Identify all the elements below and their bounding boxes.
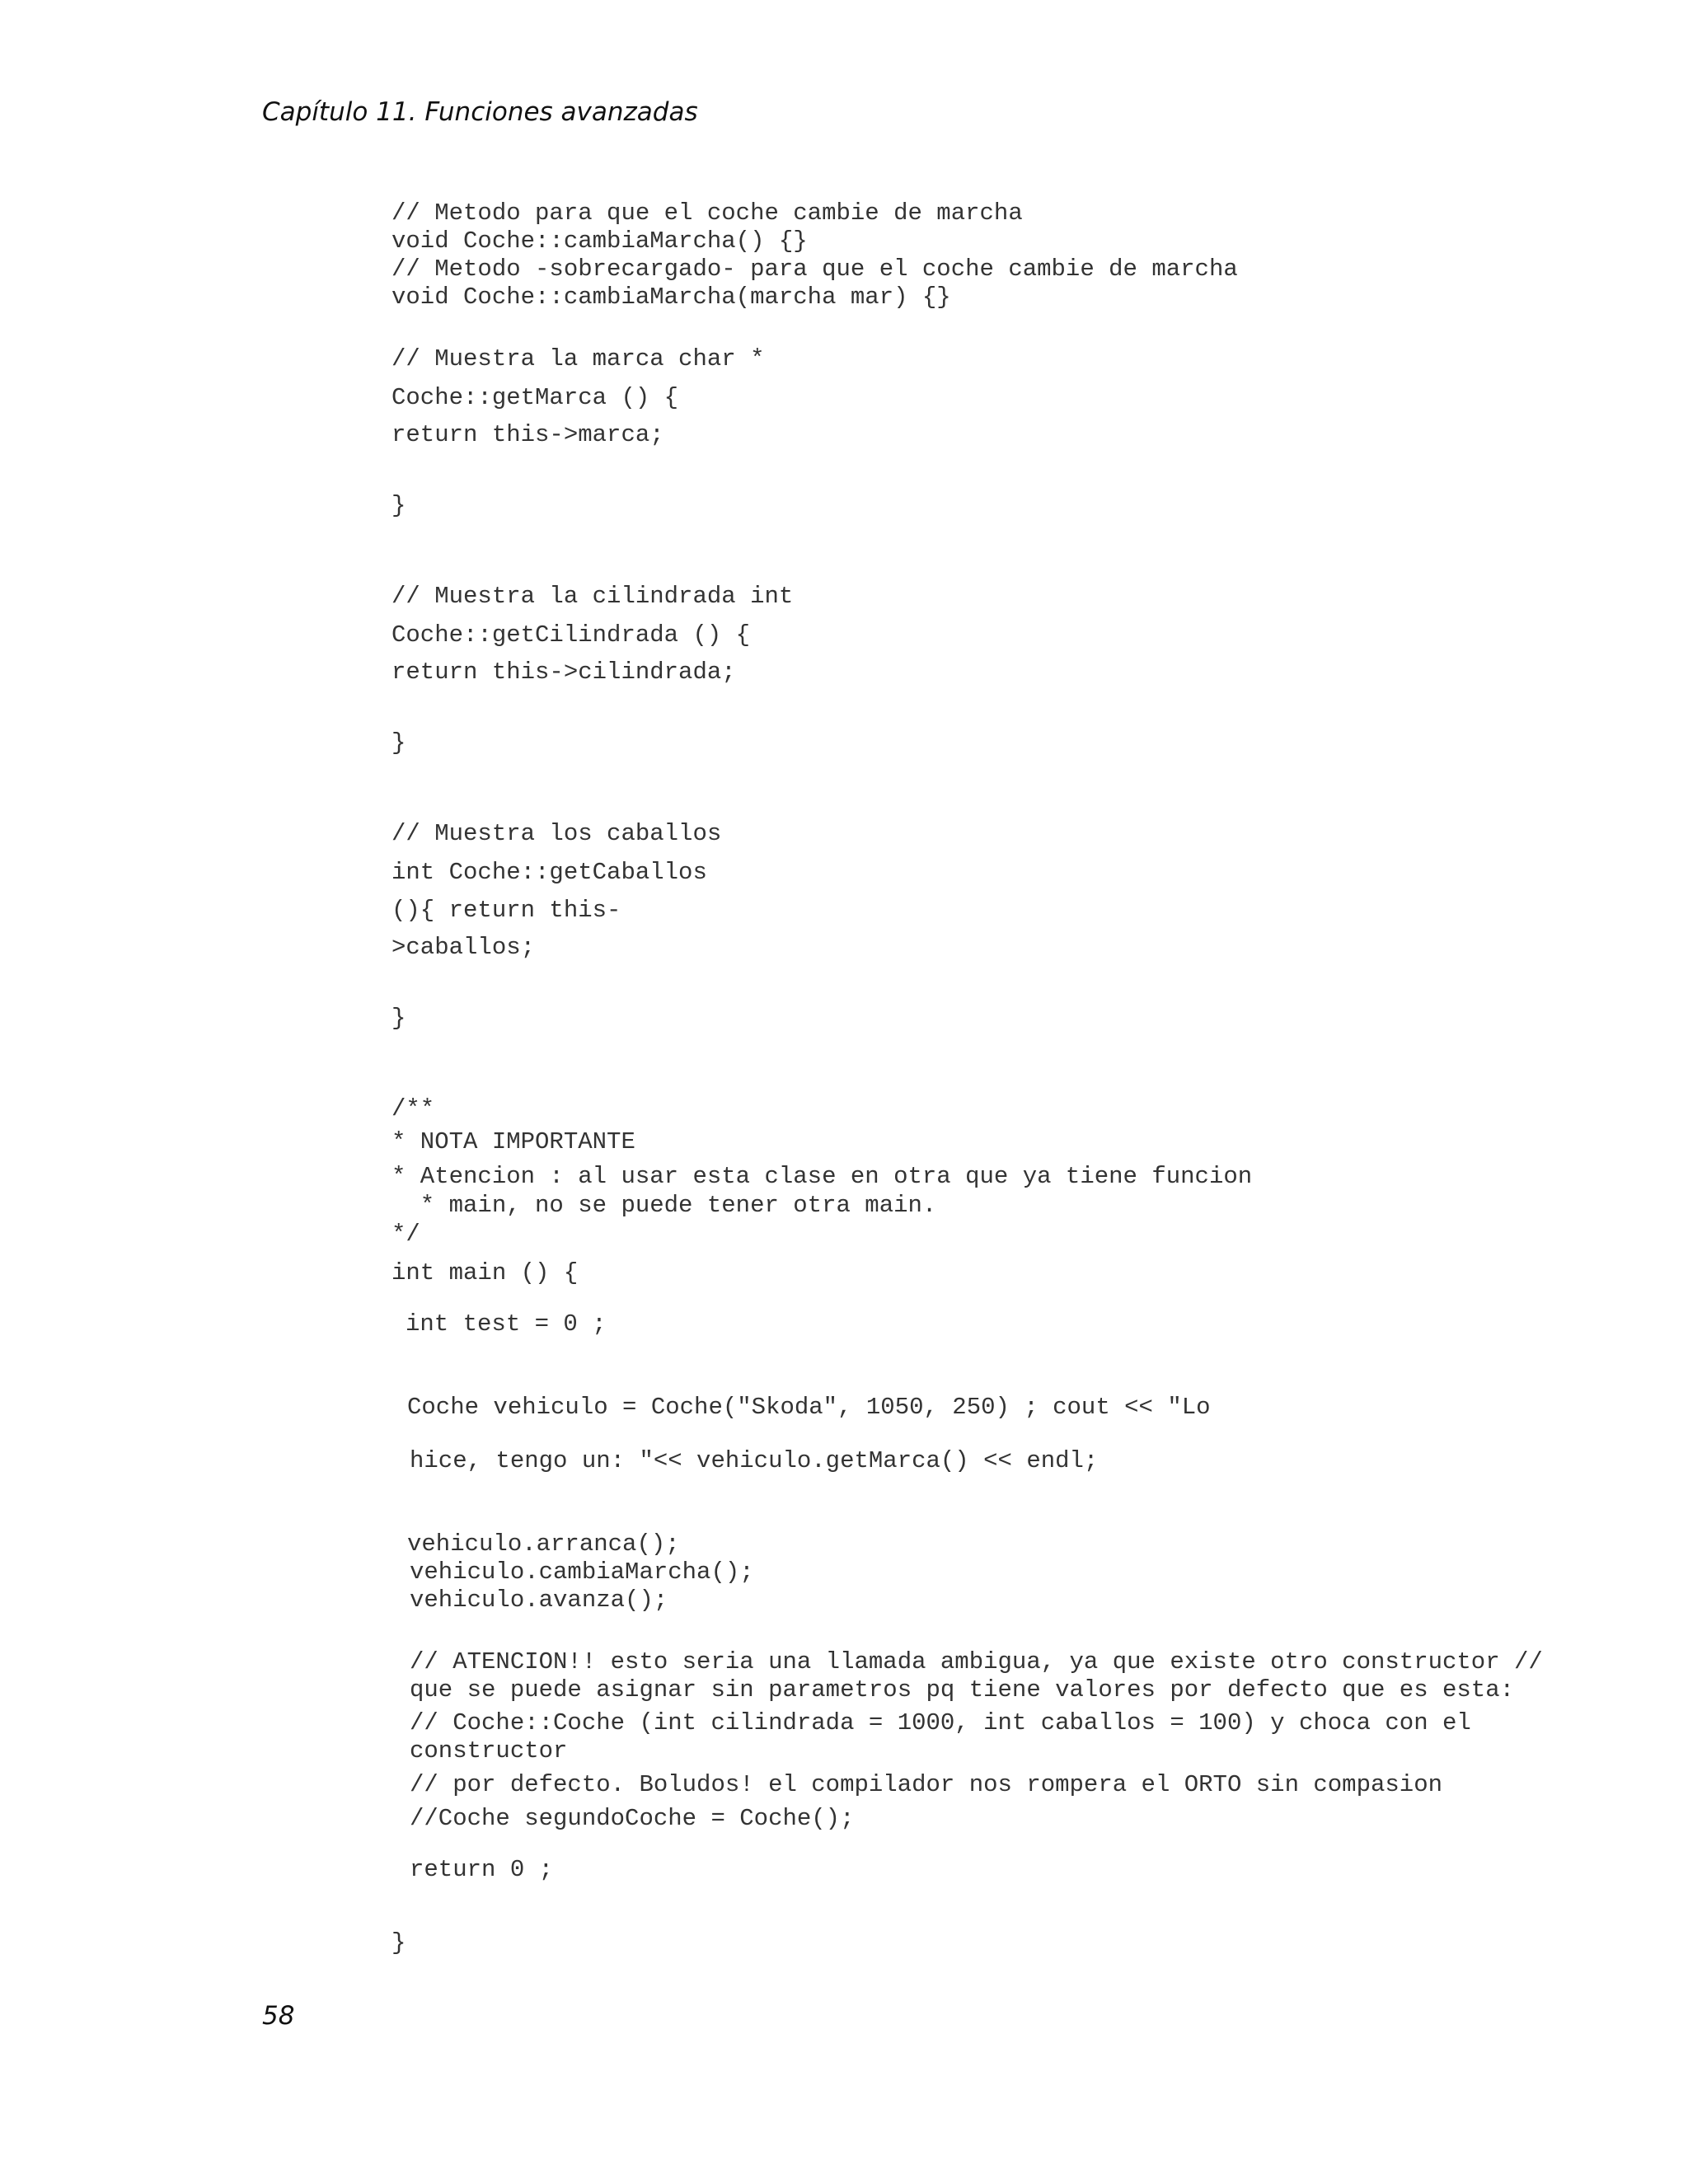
- code-line: * NOTA IMPORTANTE: [392, 1128, 635, 1155]
- code-line: void Coche::cambiaMarcha(marcha mar) {}: [392, 284, 951, 311]
- code-line: }: [392, 1929, 406, 1957]
- code-line: return this->cilindrada;: [392, 658, 736, 686]
- code-line: // Coche::Coche (int cilindrada = 1000, int caballos = 100) y choca con el: [410, 1709, 1471, 1736]
- code-line: // Muestra los caballos: [392, 820, 722, 847]
- code-line: int main () {: [392, 1259, 579, 1286]
- code-line: Coche::getCilindrada () {: [392, 621, 751, 649]
- code-line: // Muestra la marca char *: [392, 345, 765, 373]
- code-line: // Muestra la cilindrada int: [392, 583, 794, 610]
- code-line: //Coche segundoCoche = Coche();: [410, 1805, 855, 1832]
- code-line: >caballos;: [392, 934, 536, 961]
- code-line: // ATENCION!! esto seria una llamada ambigua, ya que existe otro constructor //: [410, 1648, 1543, 1675]
- code-line: (){ return this-: [392, 897, 621, 924]
- code-line: }: [392, 729, 406, 757]
- code-line: int test = 0 ;: [406, 1310, 607, 1338]
- code-line: }: [392, 492, 406, 519]
- code-line: * Atencion : al usar esta clase en otra que ya tiene funcion: [392, 1163, 1253, 1190]
- code-line: hice, tengo un: "<< vehiculo.getMarca() << endl;: [410, 1447, 1099, 1474]
- page-number: 58: [262, 2001, 295, 2031]
- code-line: Coche vehiculo = Coche("Skoda", 1050, 250) ; cout << "Lo: [407, 1394, 1211, 1421]
- code-line: */: [392, 1221, 420, 1248]
- code-line: // por defecto. Boludos! el compilador nos rompera el ORTO sin compasion: [410, 1771, 1443, 1798]
- code-line: return 0 ;: [410, 1856, 554, 1883]
- code-line: int Coche::getCaballos: [392, 859, 707, 886]
- code-line: // Metodo para que el coche cambie de marcha: [392, 199, 1023, 227]
- code-line: return this->marca;: [392, 421, 664, 448]
- code-line: void Coche::cambiaMarcha() {}: [392, 227, 808, 255]
- code-line: * main, no se puede tener otra main.: [392, 1192, 937, 1219]
- code-line: /**: [392, 1095, 435, 1122]
- code-line: Coche::getMarca () {: [392, 384, 679, 411]
- code-line: // Metodo -sobrecargado- para que el coche cambie de marcha: [392, 255, 1238, 283]
- code-line: vehiculo.avanza();: [410, 1586, 668, 1614]
- chapter-header: Capítulo 11. Funciones avanzadas: [262, 97, 698, 127]
- code-line: vehiculo.arranca();: [407, 1530, 680, 1558]
- code-line: que se puede asignar sin parametros pq tiene valores por defecto que es esta:: [410, 1676, 1515, 1704]
- code-line: vehiculo.cambiaMarcha();: [410, 1558, 754, 1586]
- code-line: }: [392, 1005, 406, 1032]
- code-line: constructor: [410, 1737, 568, 1765]
